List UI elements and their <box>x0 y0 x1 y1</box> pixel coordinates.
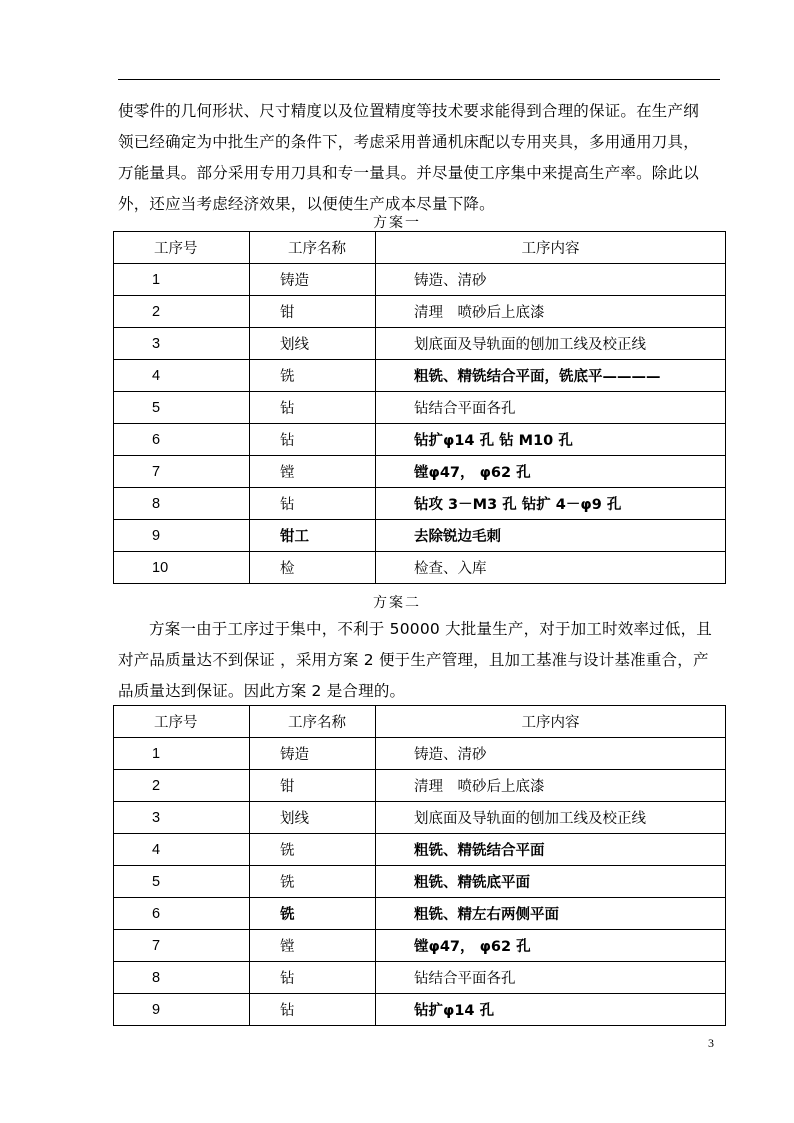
table-row <box>114 360 726 392</box>
intro-line: 领已经确定为中批生产的条件下，考虑采用普通机床配以专用夹具，多用通用刀具， <box>118 133 699 151</box>
step-content: 粗铣、精铣结合平面 <box>376 834 726 866</box>
step-name: 划线 <box>250 802 376 834</box>
step-name: 钻 <box>250 994 376 1026</box>
step-name: 钳 <box>250 770 376 802</box>
table-row <box>114 552 726 584</box>
table-row <box>114 328 726 360</box>
step-content: 镗φ47， φ62 孔 <box>376 456 726 488</box>
step-no: 4 <box>114 834 250 866</box>
step-name: 钻 <box>250 424 376 456</box>
step-name: 铣 <box>250 866 376 898</box>
step-name: 铣 <box>250 360 376 392</box>
step-name: 铣 <box>250 898 376 930</box>
step-no: 5 <box>114 866 250 898</box>
plan2-caption: 方案二 <box>373 595 421 611</box>
header-rule <box>118 79 720 80</box>
table-row <box>114 738 726 770</box>
table-row <box>114 456 726 488</box>
step-no: 9 <box>114 520 250 552</box>
step-no: 9 <box>114 994 250 1026</box>
plan2-line: 方案一由于工序过于集中，不利于 50000 大批量生产，对于加工时效率过低，且 <box>149 620 712 638</box>
header-step-content: 工序内容 <box>376 706 726 738</box>
step-content: 检查、入库 <box>376 552 726 584</box>
step-content: 钻扩φ14 孔 <box>376 994 726 1026</box>
header-step-content: 工序内容 <box>376 232 726 264</box>
table-row <box>114 264 726 296</box>
step-name: 铸造 <box>250 264 376 296</box>
step-content: 钻结合平面各孔 <box>376 962 726 994</box>
page-number: 3 <box>708 1036 714 1050</box>
plan2-line: 品质量达到保证。因此方案 2 是合理的。 <box>118 682 406 700</box>
intro-line: 使零件的几何形状、尺寸精度以及位置精度等技术要求能得到合理的保证。在生产纲 <box>118 102 699 120</box>
step-no: 10 <box>114 552 250 584</box>
step-content: 铸造、清砂 <box>376 264 726 296</box>
step-name: 钻 <box>250 962 376 994</box>
table-header-row <box>114 232 726 264</box>
table-header-row <box>114 706 726 738</box>
table-row <box>114 834 726 866</box>
header-step-name: 工序名称 <box>250 706 376 738</box>
table-row <box>114 930 726 962</box>
step-name: 钻 <box>250 392 376 424</box>
table-row <box>114 296 726 328</box>
step-content: 划底面及导轨面的刨加工线及校正线 <box>376 802 726 834</box>
intro-line: 外，还应当考虑经济效果，以便使生产成本尽量下降。 <box>118 195 495 213</box>
table-row <box>114 488 726 520</box>
step-no: 1 <box>114 738 250 770</box>
step-no: 6 <box>114 898 250 930</box>
table-row <box>114 962 726 994</box>
step-name: 检 <box>250 552 376 584</box>
step-content: 清理 喷砂后上底漆 <box>376 296 726 328</box>
step-no: 3 <box>114 802 250 834</box>
table-row <box>114 898 726 930</box>
step-no: 1 <box>114 264 250 296</box>
step-no: 4 <box>114 360 250 392</box>
plan1-caption: 方案一 <box>373 215 421 231</box>
intro-line: 万能量具。部分采用专用刀具和专一量具。并尽量使工序集中来提高生产率。除此以 <box>118 164 699 182</box>
header-step-name: 工序名称 <box>250 232 376 264</box>
step-no: 5 <box>114 392 250 424</box>
header-step-no: 工序号 <box>114 232 250 264</box>
table-row <box>114 994 726 1026</box>
plan2-paragraph <box>118 614 720 707</box>
step-content: 铸造、清砂 <box>376 738 726 770</box>
step-no: 2 <box>114 296 250 328</box>
table-row <box>114 392 726 424</box>
step-name: 铸造 <box>250 738 376 770</box>
step-content: 清理 喷砂后上底漆 <box>376 770 726 802</box>
header-step-no: 工序号 <box>114 706 250 738</box>
plan1-table <box>113 231 726 584</box>
step-content: 粗铣、精铣结合平面，铣底平———— <box>376 360 726 392</box>
step-no: 6 <box>114 424 250 456</box>
step-no: 8 <box>114 488 250 520</box>
step-no: 7 <box>114 456 250 488</box>
step-name: 划线 <box>250 328 376 360</box>
table-row <box>114 866 726 898</box>
step-name: 钳工 <box>250 520 376 552</box>
step-name: 钻 <box>250 488 376 520</box>
step-content: 粗铣、精左右两侧平面 <box>376 898 726 930</box>
step-name: 镗 <box>250 930 376 962</box>
table-row <box>114 802 726 834</box>
step-content: 钻攻 3－M3 孔 钻扩 4－φ9 孔 <box>376 488 726 520</box>
table-row <box>114 424 726 456</box>
step-no: 7 <box>114 930 250 962</box>
table-row <box>114 770 726 802</box>
step-no: 2 <box>114 770 250 802</box>
step-name: 镗 <box>250 456 376 488</box>
step-no: 8 <box>114 962 250 994</box>
step-content: 划底面及导轨面的刨加工线及校正线 <box>376 328 726 360</box>
step-content: 镗φ47， φ62 孔 <box>376 930 726 962</box>
step-name: 铣 <box>250 834 376 866</box>
step-no: 3 <box>114 328 250 360</box>
step-name: 钳 <box>250 296 376 328</box>
plan2-line: 对产品质量达不到保证 ，采用方案 2 便于生产管理，且加工基准与设计基准重合，产 <box>118 651 709 669</box>
plan2-table <box>113 705 726 1026</box>
step-content: 钻扩φ14 孔 钻 M10 孔 <box>376 424 726 456</box>
table-row <box>114 520 726 552</box>
step-content: 粗铣、精铣底平面 <box>376 866 726 898</box>
step-content: 去除锐边毛刺 <box>376 520 726 552</box>
intro-paragraph <box>118 96 720 220</box>
step-content: 钻结合平面各孔 <box>376 392 726 424</box>
